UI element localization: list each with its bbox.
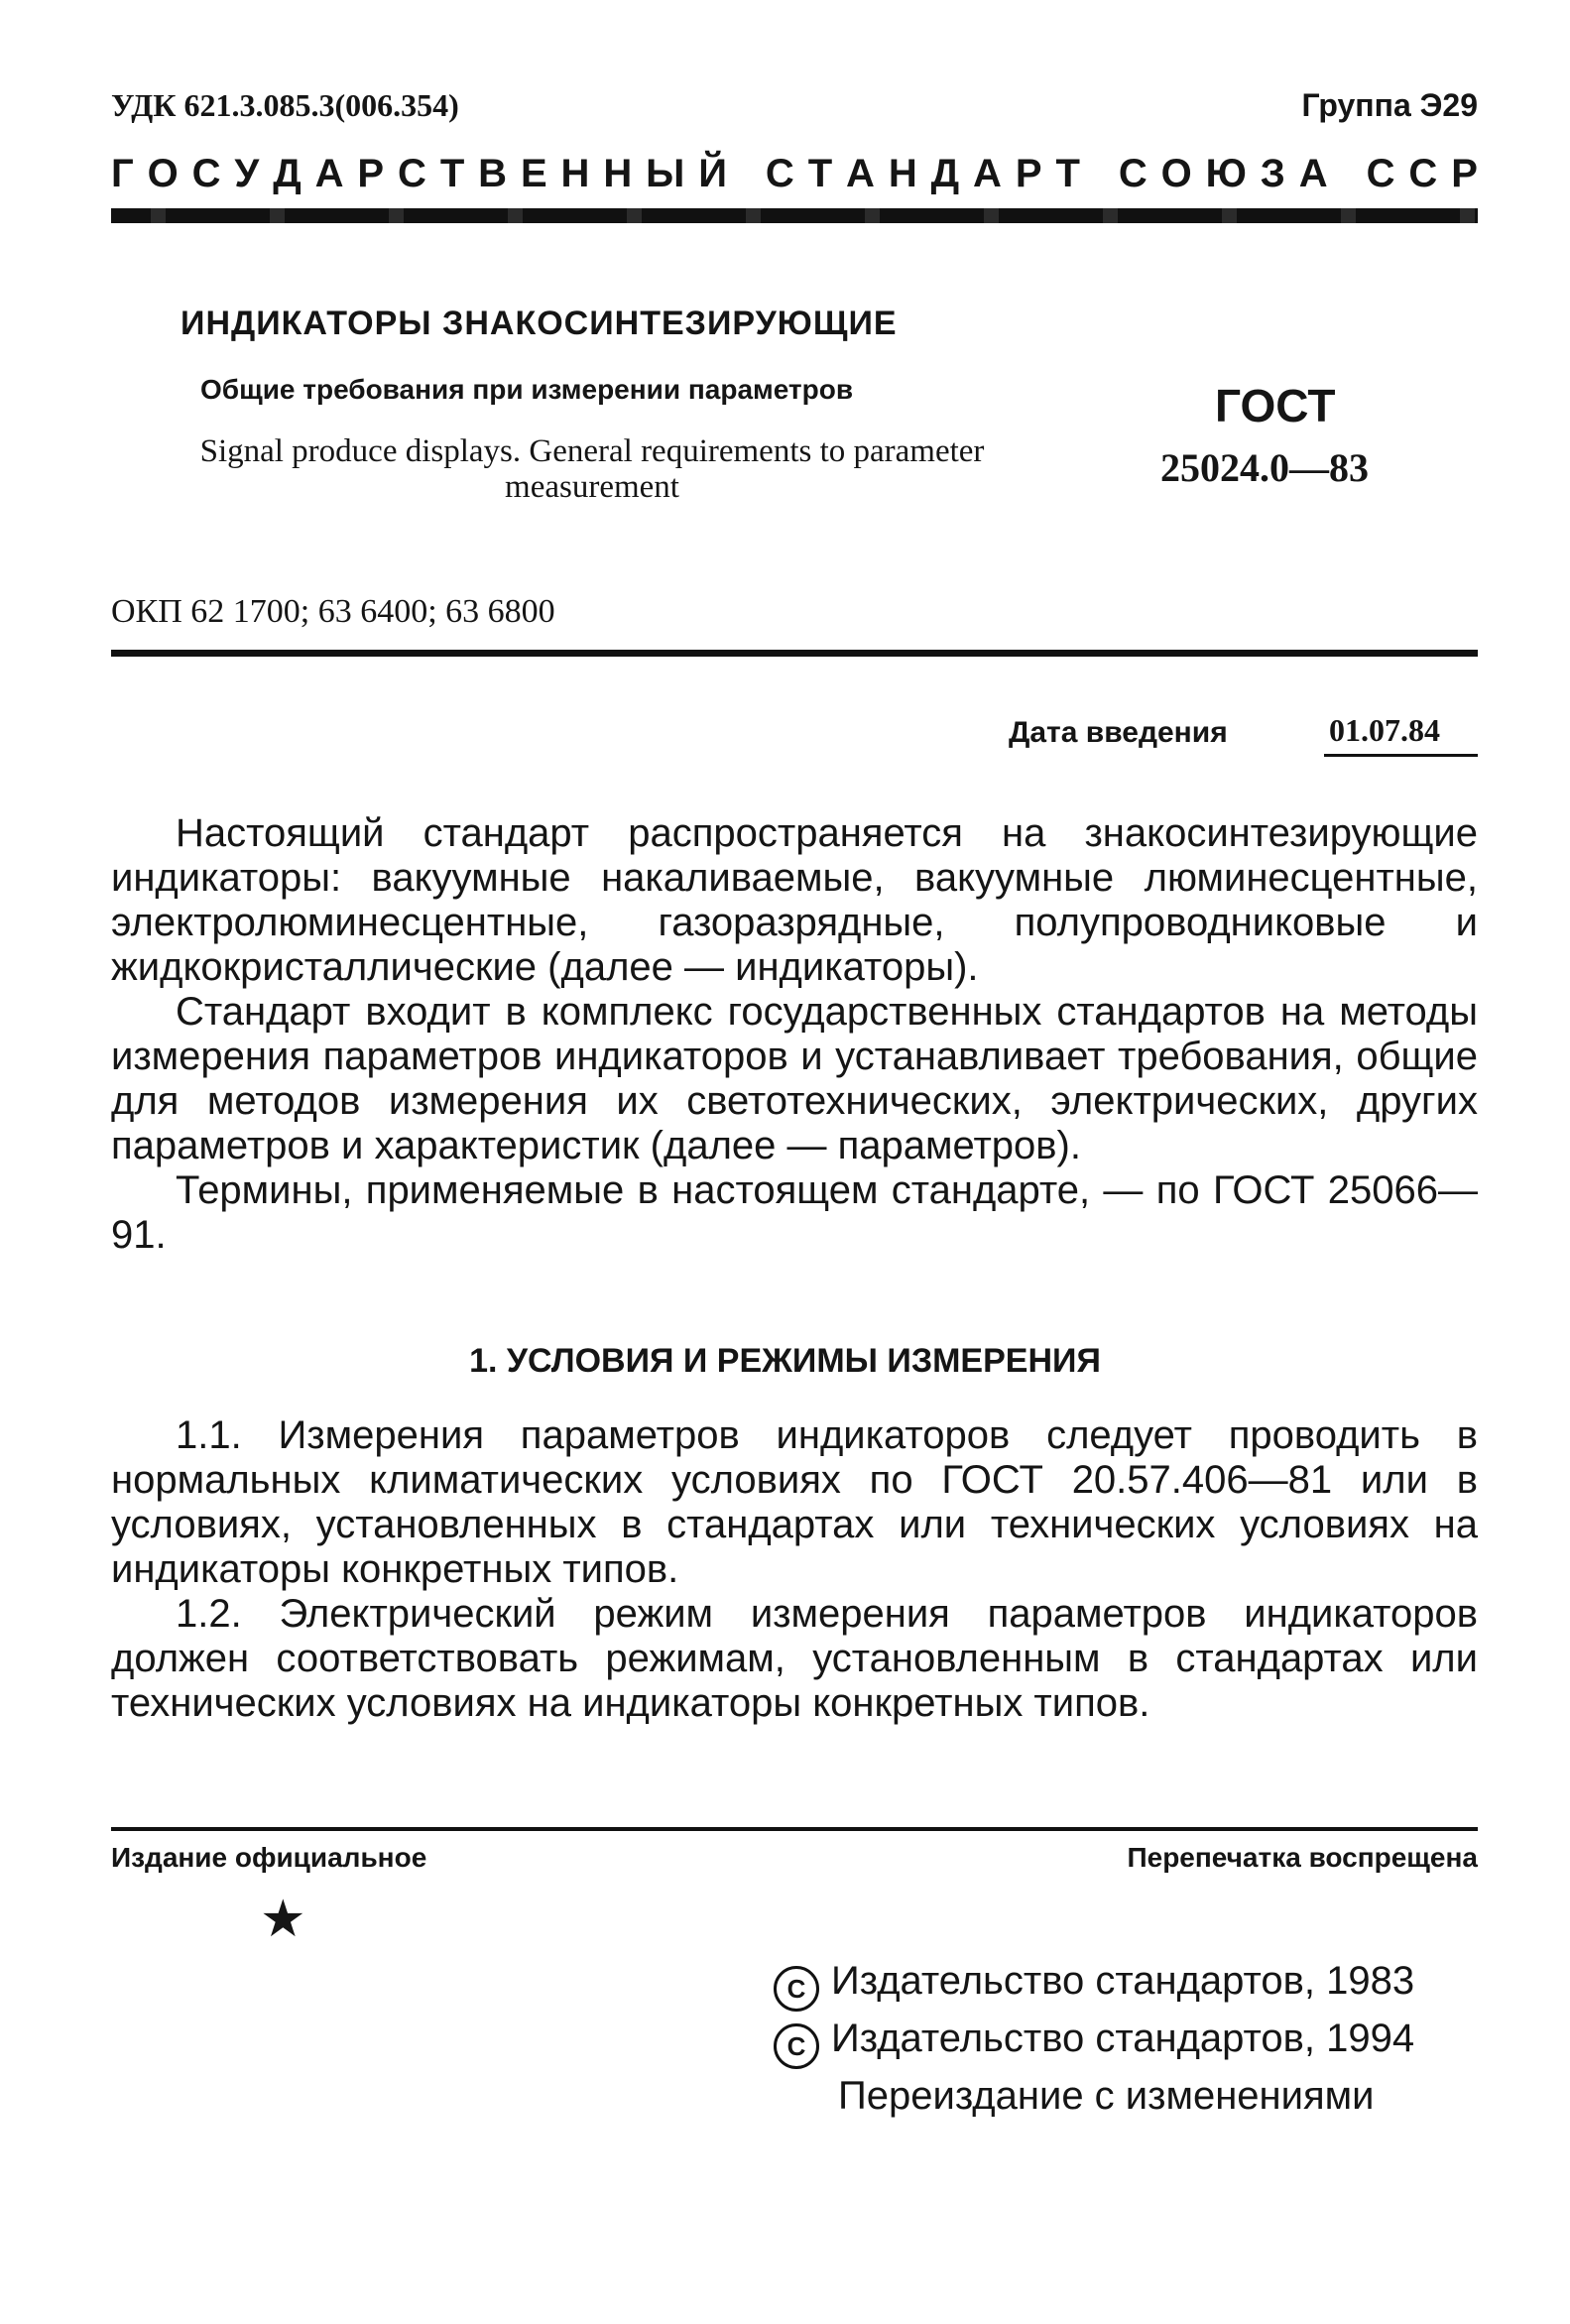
intro-paragraph: Настоящий стандарт распространяется на знакосинтезирующие индикаторы: вакуумные накаливаемые, вакуумные люминесцентные, электролюминесцентные, газоразрядные, полупроводниковые и жидкокристаллические (далее — индикаторы). xyxy=(111,811,1478,989)
document-title: ИНДИКАТОРЫ ЗНАКОСИНТЕЗИРУЮЩИЕ xyxy=(181,305,898,342)
heading-letter: У xyxy=(234,152,260,195)
heading-letter: А xyxy=(314,152,344,195)
heading-letter: С xyxy=(1366,152,1395,195)
heading-letter: Н xyxy=(603,152,633,195)
heading-letter: С xyxy=(1408,152,1438,195)
intro-paragraph: Стандарт входит в комплекс государственных стандартов на методы измерения параметров индикаторов и устанавливает требования, общие для методов измерения их светотехнических, электрических, других параметров и характеристик (далее — параметров). xyxy=(111,990,1478,1167)
copyright-text: Издательство стандартов, 1983 xyxy=(831,1959,1415,2003)
heading-letter: А xyxy=(973,152,1002,195)
heading-letter: Т xyxy=(439,152,465,195)
star-icon: ★ xyxy=(260,1892,306,1948)
heading-letter: Ы xyxy=(646,152,685,195)
heading-letter: Р xyxy=(1451,152,1478,195)
heading-letter: Д xyxy=(273,152,302,195)
heading-letter xyxy=(741,152,752,196)
official-edition: Издание официальное xyxy=(111,1842,427,1873)
heading-letter: С xyxy=(765,152,794,195)
heading-letter: Й xyxy=(698,152,727,195)
date-underline xyxy=(1324,754,1478,757)
state-standard-heading xyxy=(111,152,1478,196)
heading-letter: З xyxy=(1260,152,1285,195)
copyright-line xyxy=(774,2012,1414,2069)
heading-letter: Т xyxy=(807,152,833,195)
heading-letter xyxy=(1342,152,1353,196)
heading-letter: Д xyxy=(930,152,960,195)
heading-letter: Ю xyxy=(1205,152,1247,195)
reprint-prohibited: Перепечатка воспрещена xyxy=(1127,1842,1478,1873)
section-paragraph: 1.1. Измерения параметров индикаторов следует проводить в нормальных климатических условиях по ГОСТ 20.57.406—81 или в условиях, установленных в стандартах или технических условиях на индикаторы конкретных типов. xyxy=(111,1413,1478,1591)
heading-letter: Т xyxy=(1055,152,1080,195)
introduction-date-value: 01.07.84 xyxy=(1329,712,1440,748)
footer-rule xyxy=(111,1827,1478,1831)
heading-letter: В xyxy=(478,152,508,195)
section-paragraph: 1.2. Электрический режим измерения параметров индикаторов должен соответствовать режимам, установленным в стандартах или технических условиях на индикаторы конкретных типов. xyxy=(111,1592,1478,1725)
copyright-icon: C xyxy=(774,2023,819,2069)
group-code: Группа Э29 xyxy=(1301,87,1478,123)
heading-letter xyxy=(1094,152,1105,196)
heading-letter: Н xyxy=(560,152,590,195)
heading-letter: Е xyxy=(520,152,547,195)
introduction-date-label: Дата введения xyxy=(1009,716,1228,749)
heading-letter: Г xyxy=(111,152,134,195)
introduction-text xyxy=(111,811,1478,1258)
section-text xyxy=(111,1413,1478,1726)
heading-letter: Н xyxy=(888,152,917,195)
document-subtitle: Общие требования при измерении параметров xyxy=(200,374,854,405)
udk-code: УДК 621.3.085.3(006.354) xyxy=(111,87,459,123)
heading-letter: О xyxy=(147,152,179,195)
english-title: Signal produce displays. General requirements to parameter measurement xyxy=(199,433,985,505)
gost-number: 25024.0—83 xyxy=(1160,445,1369,490)
copyright-text: Издательство стандартов, 1994 xyxy=(831,2017,1415,2060)
gost-label: ГОСТ xyxy=(1215,380,1336,431)
heading-letter: С xyxy=(1118,152,1147,195)
heading-letter: Р xyxy=(357,152,385,195)
heading-letter: С xyxy=(191,152,221,195)
header-rule xyxy=(111,208,1478,223)
reissue-note: Переиздание с изменениями xyxy=(838,2074,1375,2118)
section-title: 1. УСЛОВИЯ И РЕЖИМЫ ИЗМЕРЕНИЯ xyxy=(469,1342,1101,1380)
intro-paragraph: Термины, применяемые в настоящем стандарте, — по ГОСТ 25066—91. xyxy=(111,1168,1478,1257)
heading-letter: Р xyxy=(1015,152,1042,195)
copyright-block xyxy=(774,1954,1414,2124)
heading-letter: О xyxy=(1160,152,1192,195)
heading-letter: С xyxy=(398,152,426,195)
copyright-icon: C xyxy=(774,1966,819,2012)
copyright-line xyxy=(774,1954,1414,2012)
okp-codes: ОКП 62 1700; 63 6400; 63 6800 xyxy=(111,593,555,630)
heading-letter: А xyxy=(846,152,875,195)
heading-letter: А xyxy=(1298,152,1328,195)
okp-rule xyxy=(111,650,1478,657)
